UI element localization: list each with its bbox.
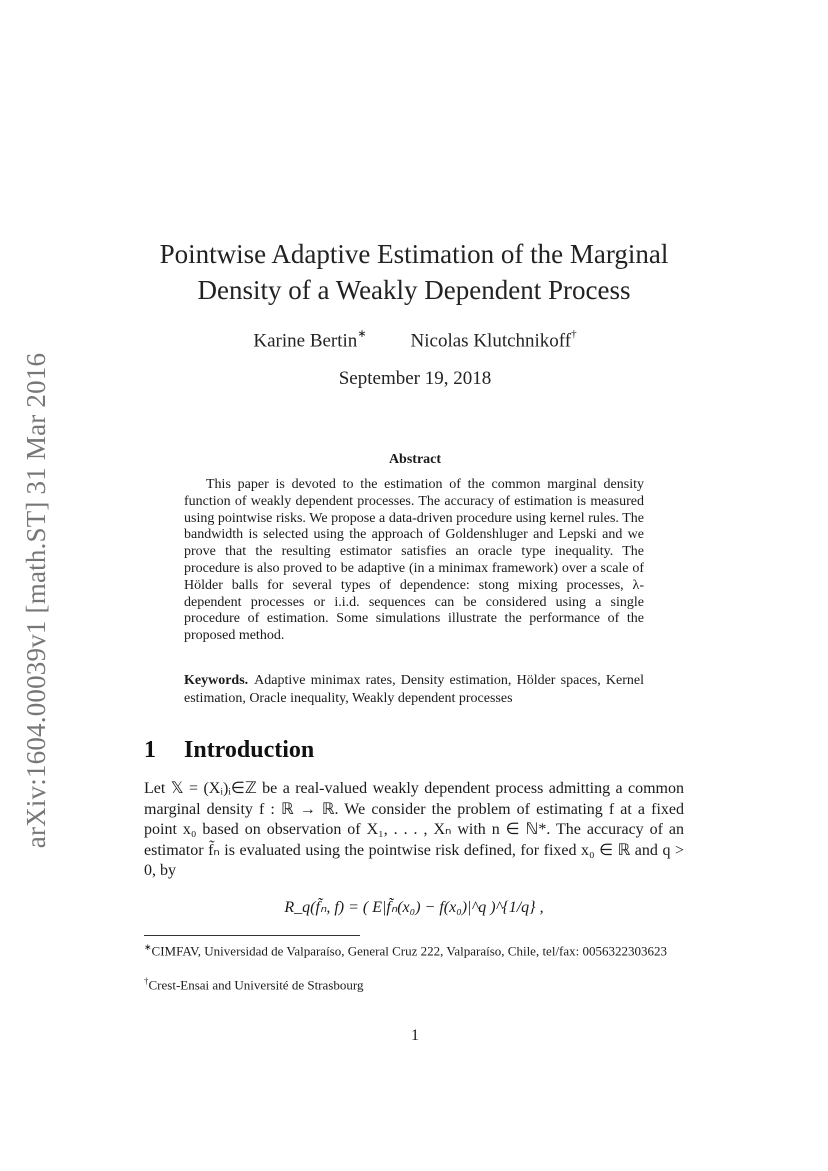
author-2 (411, 330, 577, 352)
title-line-2: Density of a Weakly Dependent Process (197, 275, 631, 305)
footnote-2 (144, 973, 684, 994)
section-number: 1 (144, 737, 156, 763)
intro-paragraph: Let 𝕏 = (Xᵢ)ᵢ∈ℤ be a real-valued weakly dependent process admitting a common marginal density f : ℝ → ℝ. We consider the problem of estimating f at a fixed point x₀ based on observation of X₁, . . . , Xₙ with n ∈ ℕ*. The accuracy of an estimator f̃ₙ is evaluated using the pointwise risk defined, for fixed x₀ ∈ ℝ and q > 0, by (144, 780, 684, 880)
footnote-1 (144, 939, 684, 960)
arxiv-stamp-text: arXiv:1604.00039v1 [math.ST] 31 Mar 2016 (21, 352, 52, 848)
title-line-1: Pointwise Adaptive Estimation of the Marginal (159, 239, 669, 269)
abstract-heading: Abstract (388, 452, 442, 467)
footnote-2-mark: † (144, 976, 149, 986)
abstract-text: This paper is devoted to the estimation of the common marginal density function of weakly dependent processes. The accuracy of estimation is measured using pointwise risks. We propose a data-driven procedure using kernel rules. The bandwidth is selected using the approach of Goldenshluger and Lepski and we prove that the resulting estimator satisfies an oracle type inequality. The procedure is also proved to be adaptive (in a minimax framework) over a scale of Hölder balls for several types of dependence: stong mixing processes, λ-dependent processes or i.i.d. sequences can be considered using a single procedure of estimation. Some simulations illustrate the performance of the proposed method. (184, 477, 644, 644)
footnote-1-text: CIMFAV, Universidad de Valparaíso, General Cruz 222, Valparaíso, Chile, tel/fax: 0056322303623 (151, 943, 668, 959)
arxiv-stamp (17, 345, 57, 855)
author-2-mark: † (571, 328, 577, 340)
author-1-mark: ∗ (357, 328, 367, 340)
footnote-rule (144, 935, 360, 936)
author-1 (253, 329, 366, 352)
keywords-text: Adaptive minimax rates, Density estimation, Hölder spaces, Kernel estimation, Oracle inequality, Weakly dependent processes (184, 673, 644, 706)
keywords-label: Keywords. (184, 673, 249, 688)
page-number: 1 (411, 1027, 419, 1044)
author-list (160, 329, 670, 352)
footnote-1-mark: ∗ (144, 942, 152, 952)
risk-equation: R_q(f̃ₙ, f) = ( E|f̃ₙ(x₀) − f(x₀)|^q )^{1/q} , (284, 899, 544, 916)
section-title: Introduction (184, 737, 315, 763)
footnote-2-text: Crest-Ensai and Université de Strasbourg (148, 977, 364, 993)
section-heading (144, 737, 314, 764)
paper-date: September 19, 2018 (338, 368, 492, 389)
keywords (184, 672, 644, 708)
paper-title (100, 236, 728, 308)
author-1-name: Karine Bertin (253, 330, 358, 352)
author-2-name: Nicolas Klutchnikoff (410, 330, 572, 352)
